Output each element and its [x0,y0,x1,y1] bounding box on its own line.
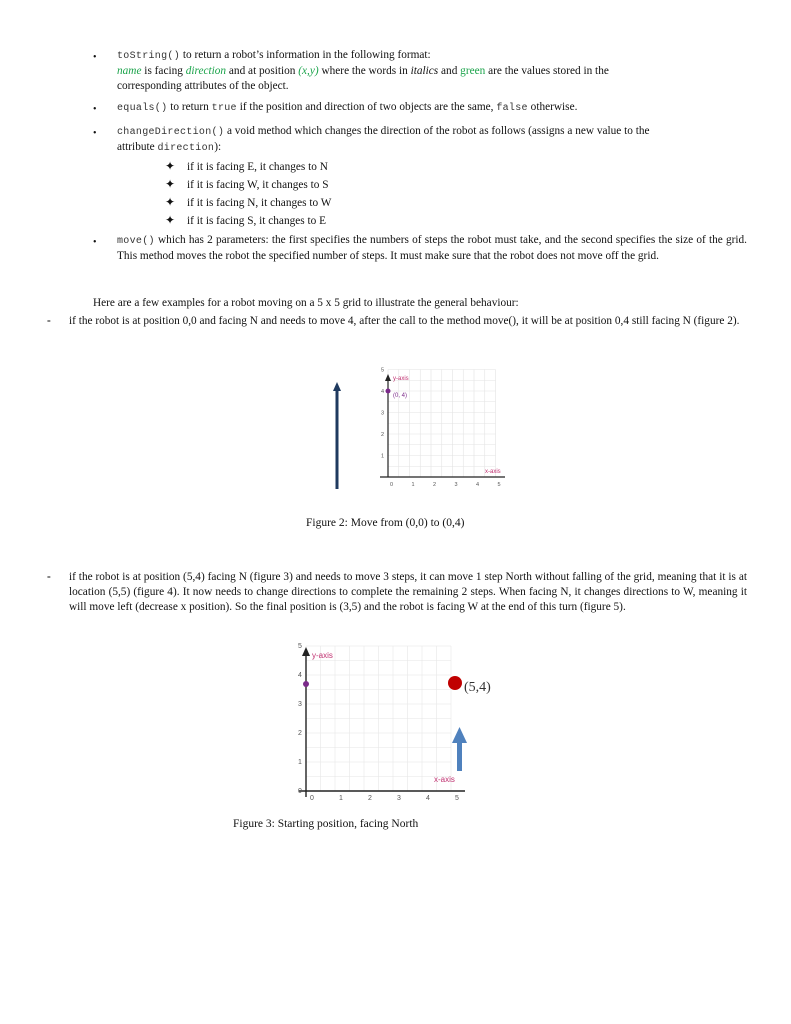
x-tick: 1 [411,482,415,488]
code-false: false [496,103,528,114]
y-tick: 4 [381,389,385,395]
direction-arrow-shaft [457,741,462,771]
x-tick: 3 [454,482,458,488]
star-bullet-icon: ✦ [165,195,176,209]
bullet-dot: • [93,104,97,115]
figure2-grid [388,370,496,478]
dash-bullet: - [47,571,51,583]
tostring-text: to return a robot’s information in the following format: [180,49,431,61]
robot-position-point [448,676,462,690]
y-tick: 2 [298,730,302,737]
rule-item: if it is facing S, it changes to E [187,215,326,227]
y-axis-arrow-icon [385,374,391,381]
fmt-and-at: and at position [226,65,299,77]
y-axis-arrow-icon [302,647,310,656]
y-axis-label: y-axis [312,651,333,660]
y-tick: 2 [381,432,385,438]
dash-bullet: - [47,315,51,327]
x-axis-label: x-axis [434,775,455,784]
y-tick: 3 [298,701,302,708]
x-axis-label: x-axis [485,469,501,475]
bullet-changedirection [117,124,747,156]
x-tick: 2 [433,482,437,488]
x-tick: 0 [390,482,394,488]
code-move: move() [117,236,155,247]
x-tick: 0 [310,795,314,802]
y-tick: 3 [381,410,385,417]
example2-text: if the robot is at position (5,4) facing N (figure 3) and needs to move 3 steps, it can move 1 step North without falling of the grid, meaning that it is at location (5,5) (figure 4). It now needs to change directions to complete the remaining 2 steps. When facing N, it changes directions to W, meaning it will move left (decrease x position). So the final position is (3,5) and the robot is facing W at the end of this turn (figure 5). [69,571,747,613]
y-ticks [381,368,384,460]
y-tick: 1 [298,759,302,766]
star-bullet-icon: ✦ [165,213,176,227]
axis-marker-point [303,681,309,687]
figure3 [285,640,515,810]
code-tostring: toString() [117,51,181,62]
bullet-tostring [117,48,747,94]
y-tick: 5 [381,367,385,374]
x-tick: 4 [426,795,430,802]
fmt-and: and [438,65,461,77]
fmt-rest: are the values stored in the [485,65,609,77]
x-tick: 1 [339,795,343,802]
changedir-t3: ): [214,141,222,153]
bullet-dot: • [93,128,97,139]
y-axis-label: y-axis [393,376,409,382]
bullet-move [117,233,747,264]
fmt-name: name [117,65,142,77]
changedir-t2: attribute [117,141,158,153]
point-label: (0, 4) [393,393,408,399]
rule-item: if it is facing E, it changes to N [187,161,328,173]
x-tick: 3 [397,795,401,802]
star-bullet-icon: ✦ [165,159,176,173]
point-label: (5,4) [464,680,491,695]
direction-arrow-head-icon [452,727,467,743]
x-tick: 5 [497,482,501,488]
fmt-green: green [460,65,486,77]
x-ticks [310,795,459,802]
equals-t2: if the position and direction of two objects are the same, [236,101,497,113]
example1-text: if the robot is at position 0,0 and facing N and needs to move 4, after the call to the method move(), it will be at position 0,4 still facing N (figure 2). [69,315,740,327]
bullet-dot: • [93,237,97,248]
fmt-xy: (x,y) [298,65,319,77]
code-equals: equals() [117,103,168,114]
y-tick: 0 [298,788,302,795]
y-tick: 1 [381,453,385,460]
y-tick: 4 [298,672,302,679]
y-ticks [298,643,302,795]
fmt-where: where the words in [318,65,411,77]
y-tick: 5 [298,643,302,650]
fmt-is-facing: is facing [141,65,186,77]
code-changedirection: changeDirection() [117,127,225,138]
fmt-direction: direction [185,65,227,77]
code-true: true [211,103,237,114]
rule-item: if it is facing W, it changes to S [187,179,329,191]
equals-t3: otherwise. [527,101,578,113]
changedir-t1: a void method which changes the direction of the robot as follows (assigns a new value to the [224,125,650,137]
equals-t1: to return [167,101,212,113]
x-tick: 2 [368,795,372,802]
figure2 [320,362,520,492]
x-ticks [390,482,501,488]
intro-text: Here are a few examples for a robot moving on a 5 x 5 grid to illustrate the general behaviour: [93,297,519,309]
fmt-italics: italics [410,65,439,77]
x-tick: 5 [455,795,459,802]
figure2-caption: Figure 2: Move from (0,0) to (0,4) [306,517,465,529]
bullet-equals [117,100,747,116]
direction-arrow-head-icon [333,382,341,391]
move-text: which has 2 parameters: the first specifies the numbers of steps the robot must take, and the second specifies the size of the grid. This method moves the robot the specified number of steps. It must make sure that the robot does not move off the grid. [117,234,747,262]
robot-position-point [386,389,391,394]
figure3-caption: Figure 3: Starting position, facing North [233,818,419,830]
figure3-grid [306,646,451,791]
x-tick: 4 [476,482,480,488]
rule-item: if it is facing N, it changes to W [187,197,332,209]
star-bullet-icon: ✦ [165,177,176,191]
tostring-line3: corresponding attributes of the object. [117,80,289,92]
code-direction: direction [157,143,215,154]
bullet-dot: • [93,52,97,63]
